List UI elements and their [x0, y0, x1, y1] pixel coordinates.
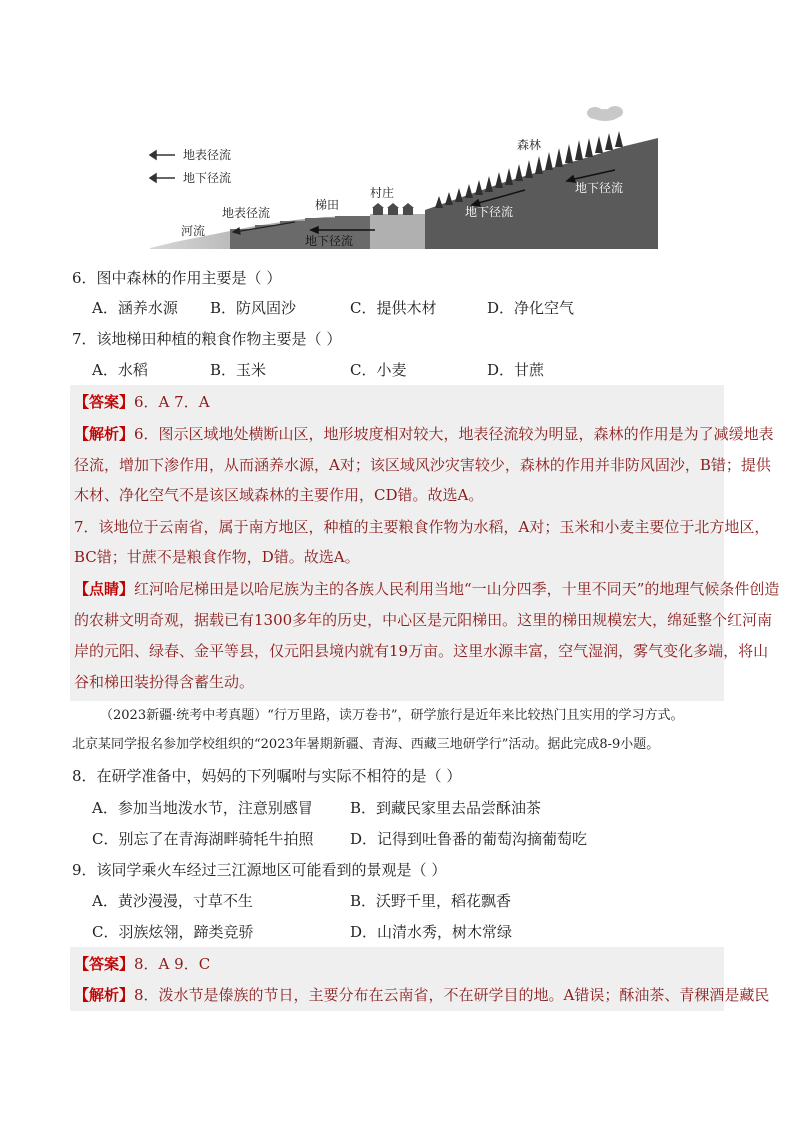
pointer-line-4: 谷和梯田装扮得含蓄生动。	[74, 673, 255, 691]
terrace-diagram	[145, 100, 665, 252]
q8-option-d: D．记得到吐鲁番的葡萄沟摘葡萄吃	[350, 830, 588, 848]
answer-text: 6．A 7．A	[134, 393, 210, 411]
q8-option-c: C．别忘了在青海湖畔骑牦牛拍照	[92, 830, 314, 848]
pointer-line-3: 岸的元阳、绿春、金平等县，仅元阳县境内就有19万亩。这里水源丰富，空气湿润，雾气变化多端，将山	[74, 642, 769, 660]
pointer-line-1	[74, 579, 779, 599]
pointer-text: 红河哈尼梯田是以哈尼族为主的各族人民利用当地“一山分四季，十里不同天”的地理气候条件创造	[134, 580, 780, 598]
material-intro-line-2: 北京某同学报名参加学校组织的“2023年暑期新疆、青海、西藏三地研学行”活动。据此完成8-9小题。	[72, 737, 660, 752]
pointer-line-2: 的农耕文明奇观，据载已有1300多年的历史，中心区是元阳梯田。这里的梯田规模宏大，绵延整个红河南	[74, 611, 773, 629]
analysis-line-1	[74, 424, 774, 444]
house-icons	[372, 203, 414, 215]
analysis-line-2: 径流，增加下渗作用，从而涵养水源，A对；该区域风沙灾害较少，森林的作用并非防风固沙，B错；提供	[74, 456, 771, 474]
analysis-line-4: 7．该地位于云南省，属于南方地区，种植的主要粮食作物为水稻，A对；玉米和小麦主要位于北方地区，	[74, 518, 770, 536]
underground-flow-label-mid: 地下径流	[465, 205, 514, 219]
q7-option-d: D．甘蔗	[487, 361, 545, 379]
analysis-line-5: BC错；甘蔗不是粮食作物，D错。故选A。	[74, 548, 360, 566]
pointer-tag: 【点睛】	[74, 580, 135, 598]
surface-flow-label: 地表径流	[222, 206, 271, 220]
q7-option-c: C．小麦	[350, 361, 407, 379]
q6-option-c: C．提供木材	[350, 299, 437, 317]
question-7-stem: 7．该地梯田种植的粮食作物主要是（ ）	[72, 330, 342, 348]
answer-text-2: 8．A 9．C	[134, 955, 211, 973]
q9-option-d: D．山清水秀，树木常绿	[350, 923, 513, 941]
q6-option-b: B．防风固沙	[210, 299, 297, 317]
q8-option-a: A．参加当地泼水节，注意别感冒	[92, 799, 313, 817]
analysis-text-2: 8．泼水节是傣族的节日，主要分布在云南省，不在研学目的地。A错误；酥油茶、青稞酒是藏民	[134, 986, 770, 1004]
material-intro-line-1: （2023新疆·统考中考真题）“行万里路，读万卷书”，研学旅行是近年来比较热门且实用的学习方式。	[100, 708, 684, 723]
terrace-label: 梯田	[315, 198, 340, 212]
answer-line-2	[74, 954, 210, 974]
question-8-stem: 8．在研学准备中，妈妈的下列嘱咐与实际不相符的是（ ）	[72, 767, 462, 785]
q7-option-a: A．水稻	[92, 361, 148, 379]
forest-label: 森林	[517, 138, 542, 152]
legend-arrows	[150, 151, 175, 182]
underground-flow-label-right: 地下径流	[575, 181, 624, 195]
answer-tag: 【答案】	[74, 393, 135, 411]
river-label: 河流	[181, 224, 206, 238]
answer-line-1	[74, 392, 210, 412]
analysis-line-3: 木材、净化空气不是该区域森林的主要作用，CD错。故选A。	[74, 486, 484, 504]
cloud-icon	[587, 106, 623, 121]
village-label: 村庄	[370, 186, 395, 200]
analysis-tag: 【解析】	[74, 425, 135, 443]
answer-tag-2: 【答案】	[74, 955, 135, 973]
q9-option-c: C．羽族炫翎，蹄类竞骄	[92, 923, 254, 941]
question-9-stem: 9．该同学乘火车经过三江源地区可能看到的景观是（ ）	[72, 861, 447, 879]
legend-underground-label: 地下径流	[183, 171, 232, 185]
legend-surface-label: 地表径流	[183, 148, 232, 162]
question-6-stem: 6．图中森林的作用主要是（ ）	[72, 269, 282, 287]
q6-option-a: A．涵养水源	[92, 299, 178, 317]
underground-flow-label-left: 地下径流	[305, 234, 354, 248]
q7-option-b: B．玉米	[210, 361, 267, 379]
analysis-text: 6．图示区域地处横断山区，地形坡度相对较大，地表径流较为明显，森林的作用是为了减缓地表	[134, 425, 774, 443]
q9-option-a: A．黄沙漫漫，寸草不生	[92, 892, 253, 910]
q8-option-b: B．到藏民家里去品尝酥油茶	[350, 799, 542, 817]
q6-option-d: D．净化空气	[487, 299, 575, 317]
q9-option-b: B．沃野千里，稻花飘香	[350, 892, 512, 910]
analysis-line-8	[74, 985, 769, 1005]
analysis-tag-2: 【解析】	[74, 986, 135, 1004]
village-block	[370, 214, 425, 249]
